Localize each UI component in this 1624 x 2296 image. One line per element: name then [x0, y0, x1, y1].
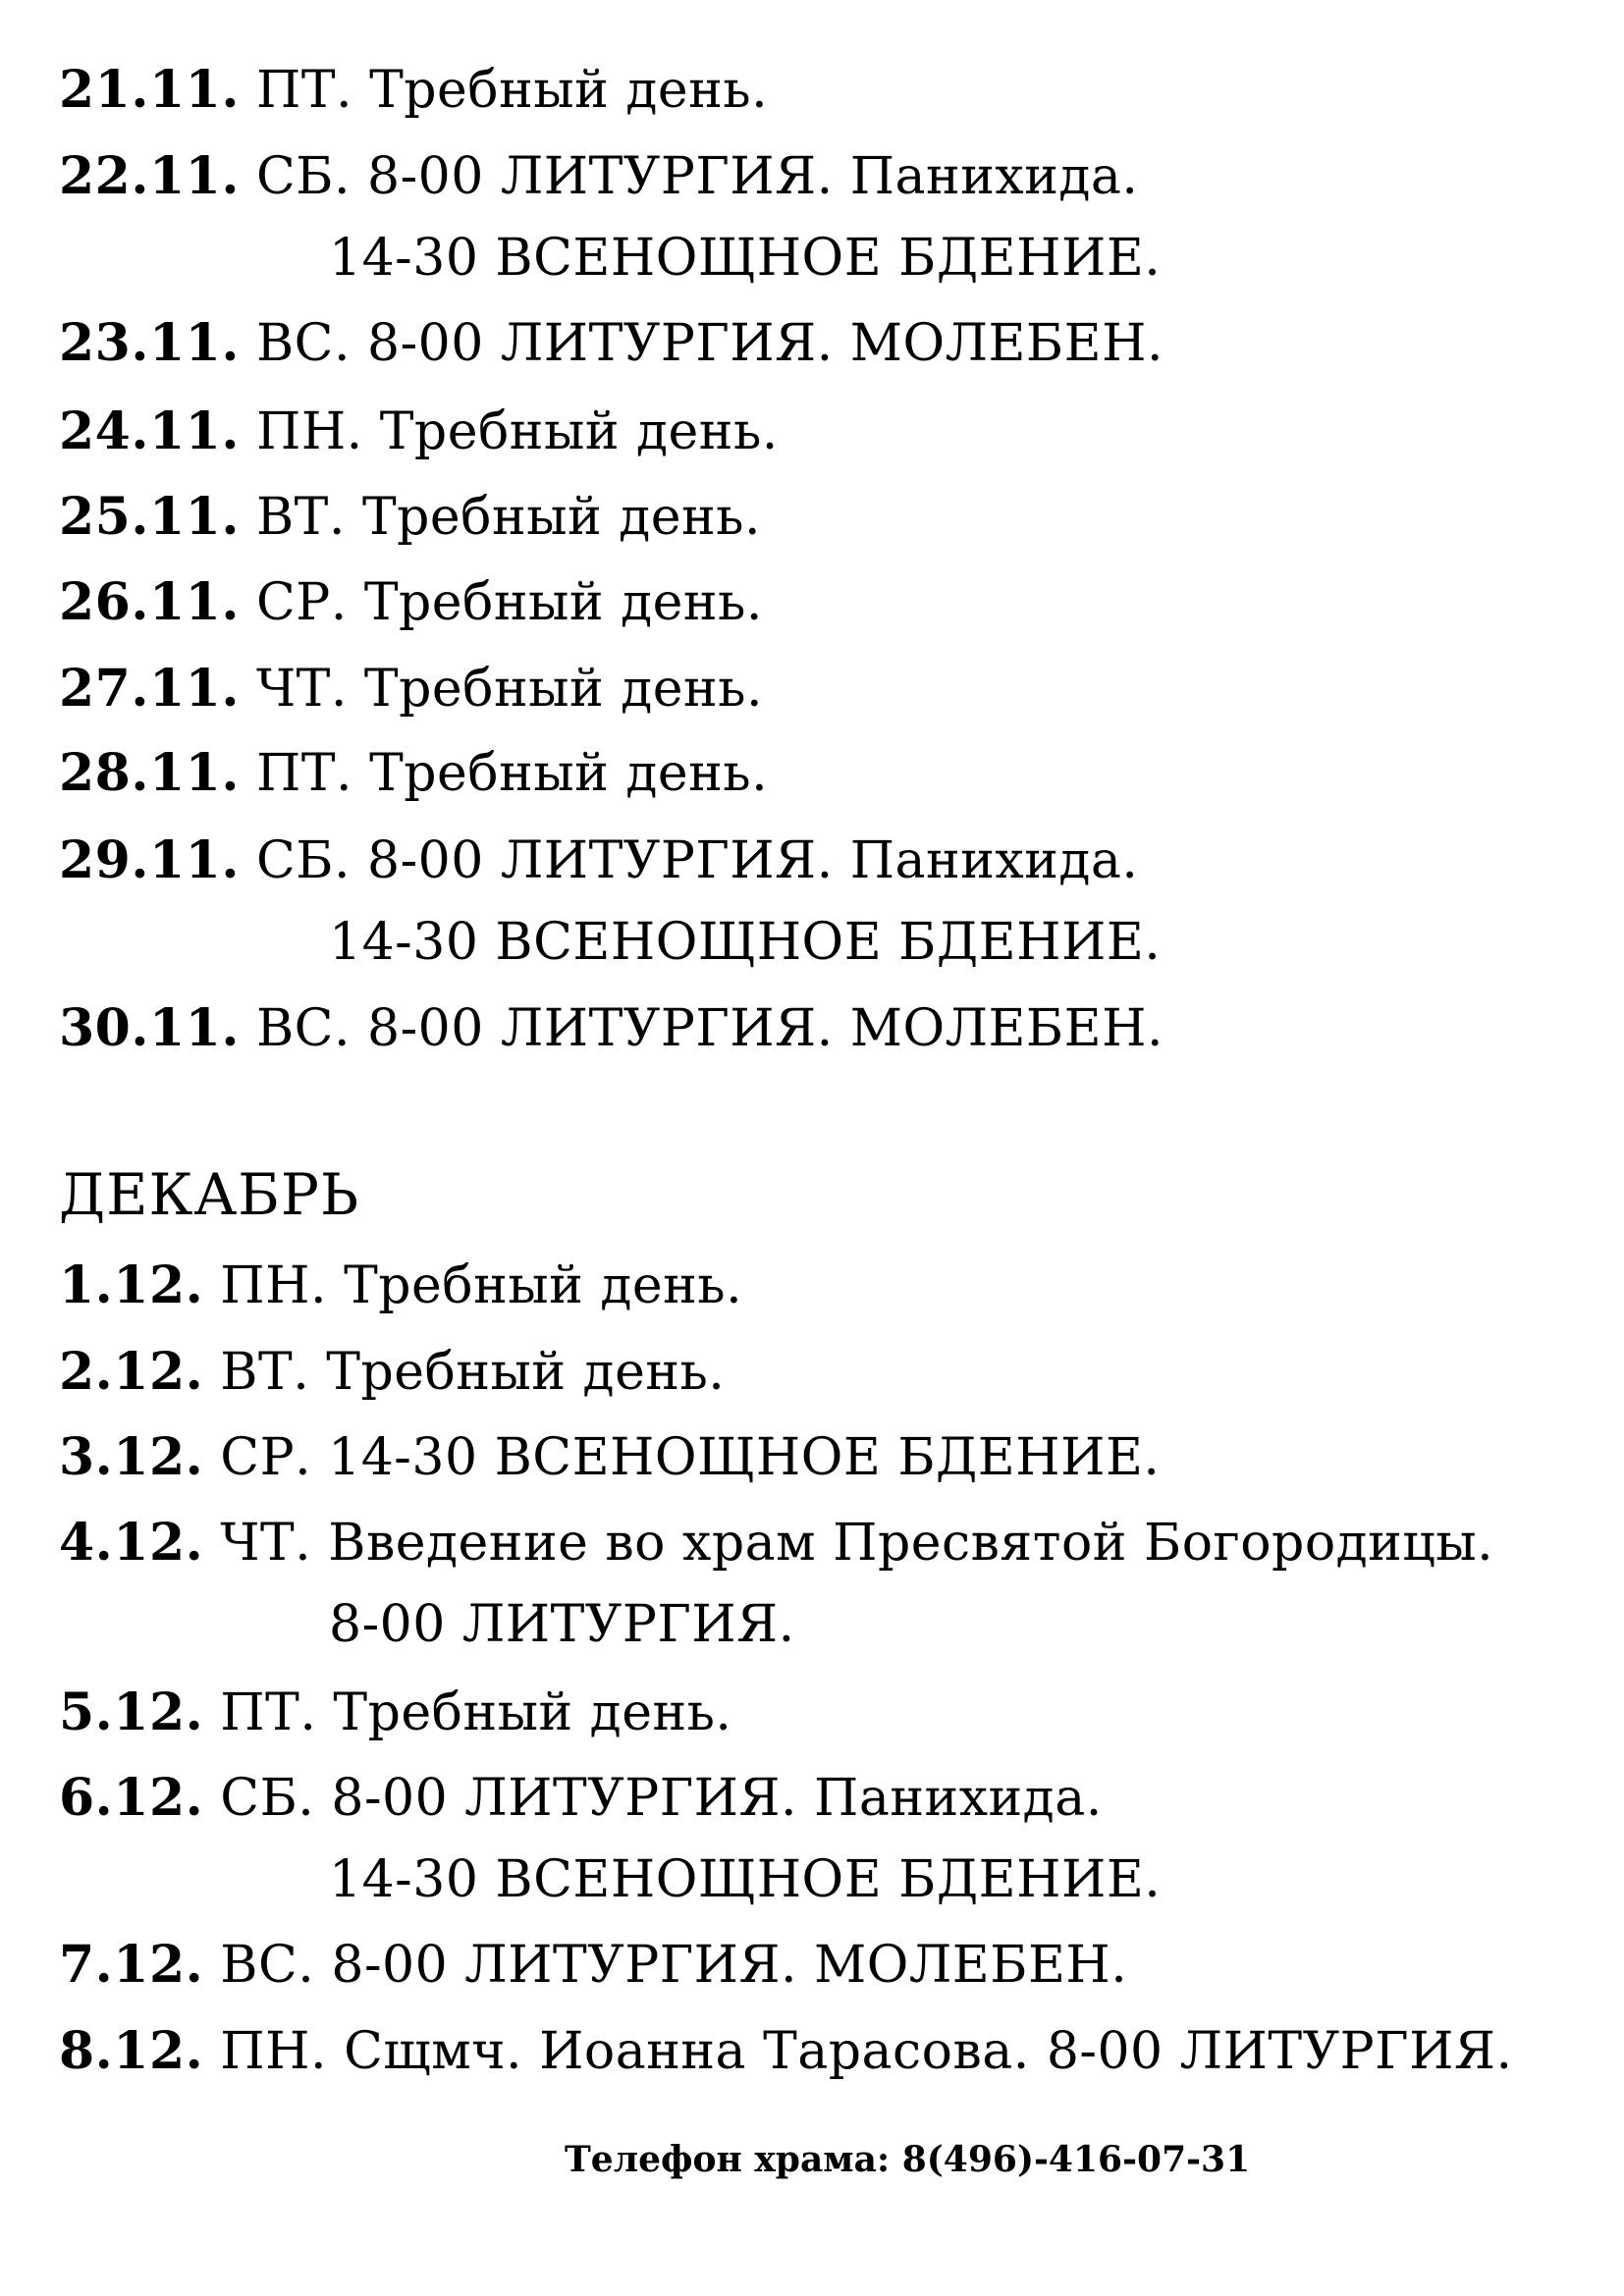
row-day: ВТ. [255, 488, 346, 547]
row-day: ЧТ. [255, 660, 348, 719]
row-day: ВС. [220, 1936, 315, 1995]
row-text: Требный день. [369, 61, 769, 120]
schedule-row [59, 61, 768, 120]
row-text: 8-00 ЛИТУРГИЯ. Панихида. [367, 147, 1139, 206]
row-day: СБ. [220, 1769, 315, 1828]
row-text: Требный день. [361, 488, 762, 547]
row-text: Сщмч. Иоанна Тарасова. 8-00 ЛИТУРГИЯ. [344, 2022, 1513, 2081]
row-date: 21.11. [59, 60, 240, 120]
row-date: 28.11. [59, 743, 240, 803]
row-text: 8-00 ЛИТУРГИЯ. МОЛЕБЕН. [367, 999, 1164, 1058]
row-day: СР. [255, 573, 348, 632]
schedule-row [59, 573, 763, 632]
schedule-row [59, 999, 1164, 1058]
row-day: ПТ. [255, 744, 353, 803]
row-date: 6.12. [59, 1768, 204, 1828]
schedule-row [59, 1343, 725, 1402]
schedule-row [59, 1256, 742, 1315]
row-date: 30.11. [59, 998, 240, 1058]
schedule-row [59, 488, 761, 547]
schedule-row [59, 1514, 1493, 1573]
row-date: 26.11. [59, 572, 240, 632]
schedule-row [59, 660, 763, 719]
row-text: 14-30 ВСЕНОЩНОЕ БДЕНИЕ. [329, 1850, 1162, 1909]
row-text: 8-00 ЛИТУРГИЯ. [329, 1595, 795, 1654]
row-text: 14-30 ВСЕНОЩНОЕ БДЕНИЕ. [329, 913, 1162, 972]
row-day: ВС. [255, 314, 351, 373]
row-day: ПН. [220, 1256, 328, 1315]
row-day: СБ. [255, 147, 351, 206]
schedule-row [59, 744, 768, 803]
schedule-row [59, 831, 1138, 890]
row-date: 23.11. [59, 313, 240, 373]
row-date: 22.11. [59, 146, 240, 206]
row-text: Требный день. [326, 1343, 726, 1402]
row-date: 5.12. [59, 1682, 204, 1742]
row-text: Требный день. [344, 1256, 743, 1315]
schedule-row [59, 147, 1138, 206]
row-day: СБ. [255, 831, 351, 890]
church-phone: Телефон храма: 8(496)-416-07-31 [565, 2139, 1251, 2180]
row-text: 8-00 ЛИТУРГИЯ. МОЛЕБЕН. [331, 1936, 1128, 1995]
row-day: ПН. [220, 2022, 328, 2081]
schedule-row [59, 1683, 731, 1742]
row-text: 14-30 ВСЕНОЩНОЕ БДЕНИЕ. [329, 229, 1162, 288]
schedule-row [59, 402, 779, 461]
row-day: СР. [220, 1428, 312, 1487]
row-text: 8-00 ЛИТУРГИЯ. Панихида. [367, 831, 1139, 890]
schedule-row [59, 314, 1164, 373]
row-date: 8.12. [59, 2021, 204, 2081]
row-date: 4.12. [59, 1513, 204, 1573]
row-date: 1.12. [59, 1255, 204, 1315]
row-day: ПТ. [220, 1683, 317, 1742]
month-heading: ДЕКАБРЬ [59, 1161, 360, 1228]
row-day: ВТ. [220, 1343, 310, 1402]
schedule-row-continuation [329, 1595, 795, 1654]
row-date: 7.12. [59, 1935, 204, 1995]
row-text: 8-00 ЛИТУРГИЯ. МОЛЕБЕН. [367, 314, 1164, 373]
schedule-row-continuation [329, 229, 1161, 288]
schedule-row-continuation [329, 913, 1161, 972]
row-day: ПН. [255, 402, 363, 461]
row-day: ВС. [255, 999, 351, 1058]
schedule-row [59, 1428, 1160, 1487]
row-text: 8-00 ЛИТУРГИЯ. Панихида. [331, 1769, 1103, 1828]
row-text: Требный день. [363, 573, 763, 632]
schedule-row [59, 1769, 1103, 1828]
row-day: ЧТ. [220, 1514, 312, 1573]
row-text: Введение во храм Пресвятой Богородицы. [328, 1514, 1494, 1573]
row-date: 2.12. [59, 1342, 204, 1402]
row-text: Требный день. [369, 744, 769, 803]
row-text: Требный день. [363, 660, 763, 719]
row-date: 27.11. [59, 659, 240, 719]
row-date: 24.11. [59, 401, 240, 461]
row-date: 3.12. [59, 1427, 204, 1487]
row-date: 29.11. [59, 830, 240, 890]
row-date: 25.11. [59, 487, 240, 547]
schedule-row [59, 1936, 1127, 1995]
row-text: Требный день. [333, 1683, 732, 1742]
schedule-row [59, 2022, 1512, 2081]
row-day: ПТ. [255, 61, 353, 120]
row-text: Требный день. [379, 402, 779, 461]
row-text: 14-30 ВСЕНОЩНОЕ БДЕНИЕ. [328, 1428, 1161, 1487]
schedule-row-continuation [329, 1850, 1161, 1909]
